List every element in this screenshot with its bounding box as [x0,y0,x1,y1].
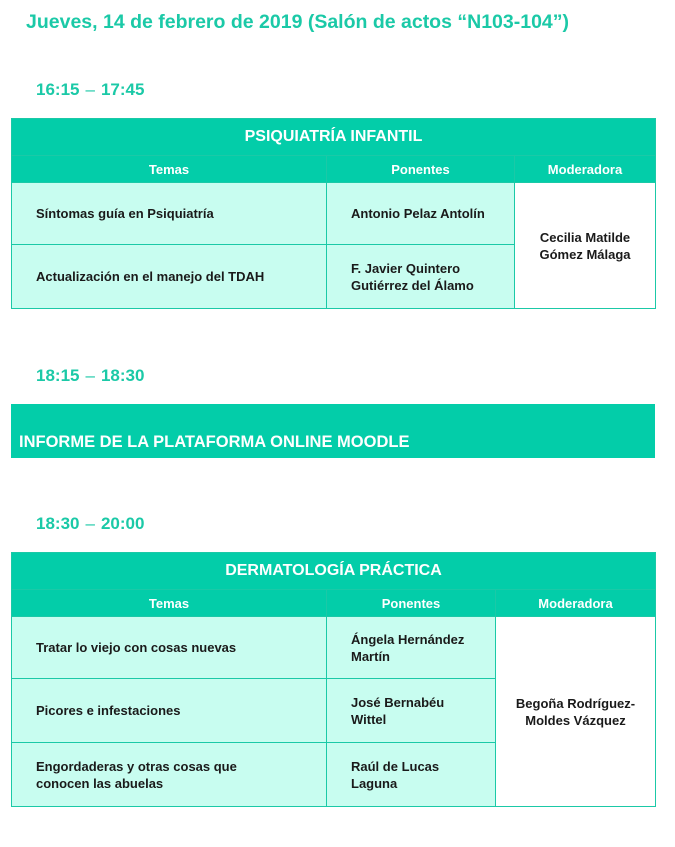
time-separator: – [85,366,95,385]
time-start: 18:30 [36,514,80,533]
day-heading: Jueves, 14 de febrero de 2019 (Salón de actos “N103-104”) [26,11,570,33]
column-header-moderator: Moderadora [496,590,656,617]
speaker-cell [327,617,496,679]
time-end: 18:30 [100,366,145,385]
session-banner-moodle [11,404,655,458]
time-end: 17:45 [100,80,145,99]
table-row [12,617,656,679]
table-row [12,183,656,245]
moderator-cell [496,617,656,807]
column-header-speakers: Ponentes [327,156,515,183]
session-time [36,366,144,386]
speaker-name: F. Javier Quintero Gutiérrez del Álamo [351,260,474,293]
session-title: PSIQUIATRÍA INFANTIL [12,119,656,156]
session-time [36,80,144,100]
moderator-name: Cecilia Matilde Gómez Málaga [539,229,631,262]
topic-cell: Tratar lo viejo con cosas nuevas [12,617,327,679]
topic-cell: Síntomas guía en Psiquiatría [12,183,327,245]
speaker-name: José Bernabéu Wittel [351,694,445,727]
time-start: 18:15 [36,366,80,385]
time-separator: – [85,514,95,533]
topic-cell: Actualización en el manejo del TDAH [12,245,327,309]
column-header-topics: Temas [12,590,327,617]
session-table-dermatologia [11,552,656,807]
moderator-cell [515,183,656,309]
session-title: INFORME DE LA PLATAFORMA ONLINE MOODLE [19,433,410,451]
column-header-moderator: Moderadora [515,156,656,183]
speaker-cell: Antonio Pelaz Antolín [327,183,515,245]
topic-cell [12,743,327,807]
time-separator: – [85,80,95,99]
topic-text: Engordaderas y otras cosas que conocen las abuelas [36,758,237,791]
time-end: 20:00 [100,514,145,533]
speaker-cell [327,679,496,743]
speaker-cell [327,245,515,309]
topic-cell: Picores e infestaciones [12,679,327,743]
session-title: DERMATOLOGÍA PRÁCTICA [12,553,656,590]
column-header-speakers: Ponentes [327,590,496,617]
speaker-name: Raúl de Lucas Laguna [351,758,440,791]
moderator-name: Begoña Rodríguez-Moldes Vázquez [515,695,636,728]
time-start: 16:15 [36,80,80,99]
speaker-name: Ángela Hernández Martín [351,631,465,664]
session-time [36,514,144,534]
speaker-cell [327,743,496,807]
column-header-topics: Temas [12,156,327,183]
session-table-psiquiatria [11,118,656,309]
